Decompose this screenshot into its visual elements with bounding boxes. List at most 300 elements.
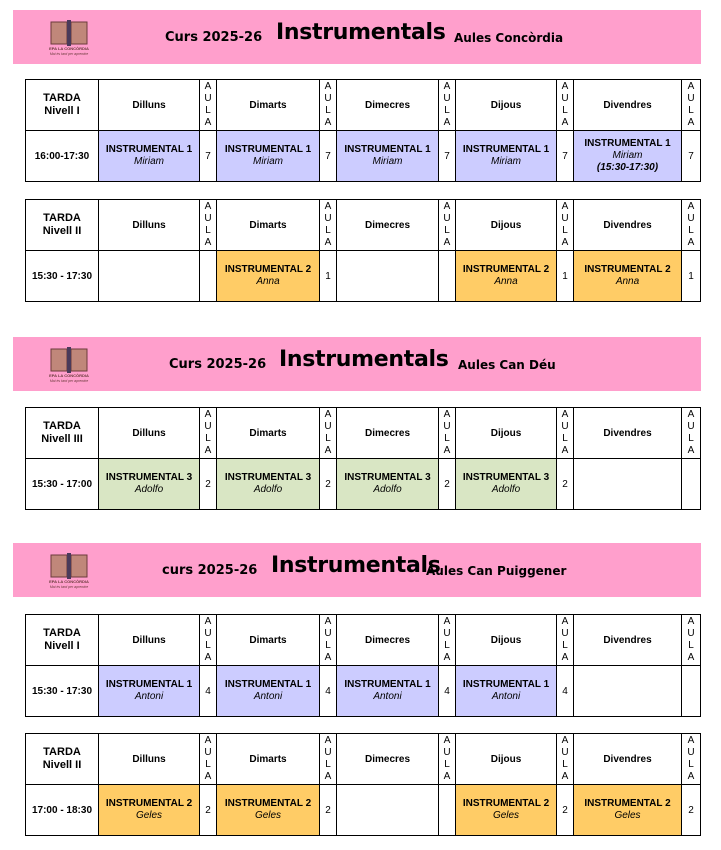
teacher-name: Antoni [373,691,402,702]
session-label: TARDA [43,746,81,758]
classroom-number: 1 [557,251,574,302]
aula-header [682,734,701,785]
class-cell [574,459,682,510]
classroom-number: 2 [200,785,217,836]
class-cell [99,131,200,182]
session-label: TARDA [43,420,81,432]
class-name: INSTRUMENTAL 2 [462,264,550,275]
aula-letter: U [204,421,212,432]
day-header: Dijous [456,615,557,666]
aula-header [200,408,217,459]
classroom-number: 4 [439,666,456,717]
class-cell [574,666,682,717]
section-banner [13,543,701,597]
class-cell [99,251,200,302]
class-name: INSTRUMENTAL 1 [344,144,431,155]
day-header: Dimarts [217,80,320,131]
aula-letter: L [688,105,694,116]
logo-name: EPA LA CONCÒRDIA [49,579,89,584]
level-label: Nivell I [44,105,80,117]
class-name: INSTRUMENTAL 1 [462,144,550,155]
aula-header [320,200,337,251]
level-label: Nivell I [44,640,80,652]
classroom-location: Aules Can Déu [458,358,556,372]
class-name: INSTRUMENTAL 3 [105,472,193,483]
class-cell [99,666,200,717]
aula-letter: A [687,652,695,663]
class-cell [456,459,557,510]
class-name: INSTRUMENTAL 1 [105,144,193,155]
teacher-name: Miriam [253,156,283,167]
table-row [26,785,701,836]
aula-header [320,80,337,131]
day-header: Divendres [574,734,682,785]
day-header: Dijous [456,200,557,251]
aula-letter: A [324,409,332,420]
aula-letter: A [687,409,695,420]
day-header: Divendres [574,408,682,459]
aula-header [439,80,456,131]
time-slot: 15:30 - 17:30 [26,251,99,302]
aula-letter: A [204,117,212,128]
aula-letter: L [205,759,211,770]
classroom-number: 2 [439,459,456,510]
aula-letter: U [687,93,695,104]
class-name: INSTRUMENTAL 1 [462,679,550,690]
aula-letter: U [561,628,569,639]
time-note: (15:30-17:30) [596,162,659,173]
classroom-number [439,785,456,836]
classroom-location: Aules Concòrdia [454,31,564,45]
classroom-number [682,666,701,717]
class-cell [574,251,682,302]
logo-tagline: Mai és tard per aprendre [49,378,89,383]
aula-header [439,408,456,459]
classroom-number: 2 [557,785,574,836]
aula-letter: L [325,640,331,651]
aula-letter: U [561,93,569,104]
class-cell [574,131,682,182]
aula-letter: A [204,771,212,782]
day-header: Dimarts [217,734,320,785]
teacher-name: Antoni [491,691,521,702]
classroom-number: 7 [557,131,574,182]
level-cell [26,734,99,785]
aula-letter: L [688,759,694,770]
aula-letter: L [325,759,331,770]
aula-letter: A [687,81,695,92]
aula-header [557,615,574,666]
time-slot: 15:30 - 17:00 [26,459,99,510]
aula-header [439,615,456,666]
classroom-number: 2 [200,459,217,510]
aula-letter: A [324,616,332,627]
aula-letter: U [324,213,332,224]
aula-letter: U [324,747,332,758]
day-header: Dilluns [99,200,200,251]
class-cell [217,131,320,182]
aula-letter: A [561,652,569,663]
day-header: Dimecres [337,734,439,785]
aula-header [557,80,574,131]
aula-header [439,734,456,785]
aula-letter: U [687,747,695,758]
book-logo-icon [45,346,93,374]
aula-letter: A [324,652,332,663]
aula-letter: L [325,105,331,116]
aula-letter: A [204,237,212,248]
day-header: Dilluns [99,734,200,785]
aula-letter: L [205,225,211,236]
class-cell [574,785,682,836]
aula-letter: L [205,105,211,116]
classroom-number: 7 [439,131,456,182]
aula-letter: L [688,225,694,236]
teacher-name: Adolfo [253,484,283,495]
logo-name: EPA LA CONCÒRDIA [49,373,89,378]
aula-letter: U [443,93,451,104]
teacher-name: Adolfo [134,484,164,495]
class-name: INSTRUMENTAL 1 [584,138,671,149]
aula-letter: U [687,628,695,639]
aula-letter: A [204,81,212,92]
time-slot: 15:30 - 17:30 [26,666,99,717]
aula-letter: U [443,213,451,224]
aula-letter: L [205,640,211,651]
classroom-number: 2 [682,785,701,836]
class-name: INSTRUMENTAL 3 [224,472,312,483]
schedule-table [25,79,701,182]
aula-letter: U [561,747,569,758]
aula-letter: L [562,759,568,770]
aula-header [320,408,337,459]
day-header: Dijous [456,408,557,459]
aula-letter: A [687,735,695,746]
aula-letter: A [324,735,332,746]
aula-letter: A [443,771,451,782]
logo-tagline: Mai és tard per aprendre [49,51,89,56]
class-name: INSTRUMENTAL 2 [584,264,671,275]
aula-header [200,734,217,785]
aula-letter: L [688,433,694,444]
aula-letter: A [561,735,569,746]
level-cell [26,200,99,251]
aula-letter: U [687,213,695,224]
aula-letter: U [443,747,451,758]
aula-letter: A [561,81,569,92]
aula-letter: A [561,409,569,420]
teacher-name: Miriam [372,156,403,167]
class-name: INSTRUMENTAL 1 [224,679,312,690]
day-header: Dimarts [217,200,320,251]
classroom-number: 7 [200,131,217,182]
day-header: Divendres [574,200,682,251]
schedule-table [25,199,701,302]
section-banner [13,10,701,64]
class-name: INSTRUMENTAL 2 [462,798,550,809]
aula-letter: L [444,759,450,770]
aula-letter: A [561,445,569,456]
aula-letter: U [443,421,451,432]
classroom-number: 7 [320,131,337,182]
aula-letter: A [443,616,451,627]
aula-letter: A [561,117,569,128]
table-header-row [26,734,701,785]
table-header-row [26,200,701,251]
logo-name: EPA LA CONCÒRDIA [49,46,89,51]
aula-letter: L [444,640,450,651]
class-cell [99,459,200,510]
class-name: INSTRUMENTAL 2 [584,798,671,809]
day-header: Dimarts [217,408,320,459]
aula-letter: L [444,225,450,236]
class-name: INSTRUMENTAL 1 [105,679,193,690]
class-name: INSTRUMENTAL 1 [224,144,312,155]
classroom-number: 2 [320,459,337,510]
table-header-row [26,408,701,459]
day-header: Dilluns [99,80,200,131]
class-cell [99,785,200,836]
aula-letter: A [687,771,695,782]
aula-letter: A [443,652,451,663]
class-cell [337,459,439,510]
aula-letter: A [443,409,451,420]
aula-letter: A [443,201,451,212]
class-name: INSTRUMENTAL 1 [344,679,431,690]
aula-letter: A [443,117,451,128]
classroom-number: 2 [320,785,337,836]
aula-letter: L [444,105,450,116]
teacher-name: Antoni [134,691,164,702]
aula-letter: A [204,616,212,627]
schedule-table [25,614,701,717]
aula-letter: U [204,213,212,224]
table-header-row [26,80,701,131]
course-year: curs 2025-26 [162,563,258,578]
aula-letter: L [325,225,331,236]
teacher-name: Antoni [253,691,283,702]
aula-letter: A [443,81,451,92]
classroom-number [439,251,456,302]
aula-letter: U [687,421,695,432]
table-header-row [26,615,701,666]
aula-letter: U [204,628,212,639]
aula-letter: A [324,117,332,128]
day-header: Dimecres [337,200,439,251]
classroom-number [200,251,217,302]
aula-letter: U [204,93,212,104]
aula-letter: A [561,201,569,212]
section-banner [13,337,701,391]
classroom-number: 1 [320,251,337,302]
aula-letter: A [561,616,569,627]
class-cell [456,785,557,836]
aula-letter: L [444,433,450,444]
aula-letter: L [205,433,211,444]
class-cell [217,666,320,717]
course-year: Curs 2025-26 [169,357,267,372]
level-cell [26,408,99,459]
aula-letter: U [324,93,332,104]
aula-letter: L [562,105,568,116]
aula-letter: L [562,433,568,444]
day-header: Dimarts [217,615,320,666]
aula-header [320,734,337,785]
aula-letter: A [687,616,695,627]
class-name: INSTRUMENTAL 2 [224,264,312,275]
class-cell [456,131,557,182]
class-cell [456,251,557,302]
aula-letter: A [204,652,212,663]
aula-letter: A [687,201,695,212]
teacher-name: Geles [135,810,163,821]
teacher-name: Anna [256,276,280,287]
book-logo-icon [45,552,93,580]
level-cell [26,615,99,666]
aula-letter: A [687,445,695,456]
aula-letter: U [204,747,212,758]
course-year: Curs 2025-26 [165,30,263,45]
aula-letter: L [325,433,331,444]
class-cell [217,251,320,302]
class-cell [217,459,320,510]
logo-tagline: Mai és tard per aprendre [49,584,89,589]
class-cell [337,666,439,717]
aula-letter: U [561,421,569,432]
day-header: Dilluns [99,615,200,666]
aula-header [682,200,701,251]
aula-letter: A [324,201,332,212]
time-slot: 17:00 - 18:30 [26,785,99,836]
day-header: Dimecres [337,615,439,666]
day-header: Dijous [456,80,557,131]
class-cell [337,785,439,836]
aula-letter: L [562,225,568,236]
classroom-number: 4 [200,666,217,717]
class-name: INSTRUMENTAL 3 [344,472,431,483]
school-logo [41,19,97,57]
day-header: Divendres [574,615,682,666]
class-name: INSTRUMENTAL 2 [224,798,312,809]
session-label: TARDA [43,212,81,224]
aula-header [682,80,701,131]
classroom-location: Aules Can Puiggener [426,564,567,578]
schedule-table [25,733,701,836]
aula-letter: A [561,771,569,782]
level-label: Nivell II [42,225,82,237]
teacher-name: Anna [494,276,518,287]
class-cell [456,666,557,717]
aula-header [557,408,574,459]
teacher-name: Geles [492,810,520,821]
aula-letter: A [687,117,695,128]
teacher-name: Anna [615,276,640,287]
section-title: Instrumentals [276,20,446,45]
day-header: Dilluns [99,408,200,459]
class-cell [217,785,320,836]
aula-letter: A [324,771,332,782]
aula-letter: A [204,445,212,456]
aula-letter: A [204,201,212,212]
level-label: Nivell III [41,433,83,445]
aula-header [557,200,574,251]
day-header: Dimecres [337,80,439,131]
day-header: Divendres [574,80,682,131]
aula-header [682,615,701,666]
school-logo [41,552,97,590]
section-title: Instrumentals [271,553,441,578]
classroom-number [682,459,701,510]
classroom-number: 1 [682,251,701,302]
aula-letter: A [324,445,332,456]
teacher-name: Miriam [491,156,521,167]
aula-letter: A [443,237,451,248]
aula-header [200,80,217,131]
classroom-number: 2 [557,459,574,510]
aula-letter: L [688,640,694,651]
school-logo [41,346,97,384]
aula-letter: U [324,628,332,639]
aula-letter: A [687,237,695,248]
aula-letter: A [204,409,212,420]
level-cell [26,80,99,131]
table-row [26,459,701,510]
teacher-name: Adolfo [373,484,402,495]
teacher-name: Adolfo [491,484,521,495]
time-slot: 16:00-17:30 [26,131,99,182]
aula-letter: A [204,735,212,746]
aula-letter: A [443,735,451,746]
classroom-number: 4 [557,666,574,717]
aula-letter: U [324,421,332,432]
aula-header [320,615,337,666]
aula-letter: A [324,81,332,92]
aula-header [557,734,574,785]
aula-letter: U [561,213,569,224]
classroom-number: 7 [682,131,701,182]
teacher-name: Geles [614,810,641,821]
teacher-name: Miriam [612,150,643,161]
class-name: INSTRUMENTAL 2 [105,798,193,809]
table-row [26,131,701,182]
class-name: INSTRUMENTAL 3 [462,472,550,483]
section-title: Instrumentals [279,347,449,372]
class-cell [337,131,439,182]
aula-letter: L [562,640,568,651]
book-logo-icon [45,19,93,47]
class-cell [337,251,439,302]
aula-letter: U [443,628,451,639]
aula-letter: A [324,237,332,248]
classroom-number: 4 [320,666,337,717]
session-label: TARDA [43,627,81,639]
teacher-name: Miriam [134,156,164,167]
aula-letter: A [561,237,569,248]
aula-header [200,200,217,251]
aula-header [200,615,217,666]
table-row [26,251,701,302]
level-label: Nivell II [42,759,82,771]
schedule-table [25,407,701,510]
aula-letter: A [443,445,451,456]
aula-header [439,200,456,251]
table-row [26,666,701,717]
day-header: Dijous [456,734,557,785]
aula-header [682,408,701,459]
session-label: TARDA [43,92,81,104]
day-header: Dimecres [337,408,439,459]
teacher-name: Geles [254,810,282,821]
